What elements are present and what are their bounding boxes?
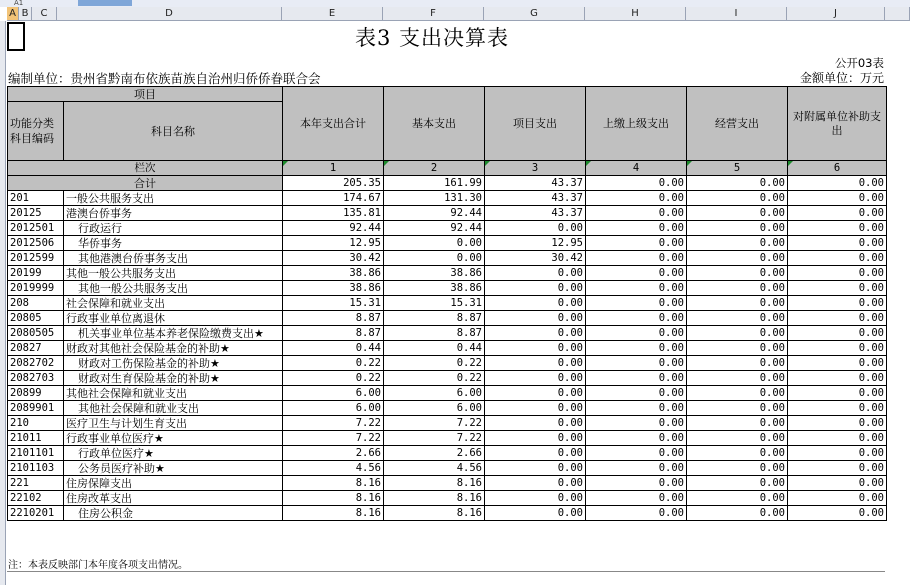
row-subject-name[interactable]: 行政事业单位离退休	[64, 311, 283, 326]
row-value[interactable]: 0.00	[687, 506, 788, 521]
row-code[interactable]: 20899	[8, 386, 64, 401]
row-subject-name[interactable]: 财政对工伤保险基金的补助★	[64, 356, 283, 371]
row-code[interactable]: 2012501	[8, 221, 64, 236]
row-code[interactable]: 2080505	[8, 326, 64, 341]
row-code[interactable]: 221	[8, 476, 64, 491]
row-code[interactable]: 2101103	[8, 461, 64, 476]
row-value[interactable]: 0.00	[687, 416, 788, 431]
row-value[interactable]: 0.00	[788, 431, 887, 446]
row-value[interactable]: 38.86	[384, 266, 485, 281]
row-value[interactable]: 0.00	[586, 416, 687, 431]
row-code[interactable]: 2082703	[8, 371, 64, 386]
header-func-code[interactable]: 功能分类科目编码	[8, 102, 64, 161]
row-value[interactable]: 0.00	[788, 341, 887, 356]
total-value[interactable]: 43.37	[485, 176, 586, 191]
org-label: 编制单位：贵州省黔南布依族苗族自治州归侨侨眷联合会	[8, 71, 321, 86]
row-value[interactable]: 0.00	[586, 221, 687, 236]
row-value[interactable]: 8.16	[384, 491, 485, 506]
row-subject-name[interactable]: 其他社会保障和就业支出	[64, 401, 283, 416]
row-value[interactable]: 0.00	[687, 296, 788, 311]
row-value[interactable]: 92.44	[384, 221, 485, 236]
row-value[interactable]: 0.00	[788, 236, 887, 251]
row-code[interactable]: 2019999	[8, 281, 64, 296]
column-header-b[interactable]: B	[19, 7, 32, 21]
header-col-2[interactable]: 基本支出	[384, 87, 485, 161]
total-label[interactable]: 合计	[8, 176, 283, 191]
page-title: 表3 支出决算表	[354, 26, 510, 50]
row-subject-name[interactable]: 其他社会保障和就业支出	[64, 386, 283, 401]
row-value[interactable]: 15.31	[384, 296, 485, 311]
header-col-6[interactable]: 对附属单位补助支出	[788, 87, 887, 161]
row-value[interactable]: 7.22	[384, 431, 485, 446]
table-row	[8, 356, 887, 371]
total-value[interactable]: 205.35	[283, 176, 384, 191]
row-value[interactable]: 92.44	[384, 206, 485, 221]
row-value[interactable]: 0.00	[485, 506, 586, 521]
row-value[interactable]: 0.22	[283, 371, 384, 386]
col-number[interactable]: 2	[384, 161, 485, 176]
column-header-f[interactable]: F	[383, 7, 484, 21]
row-code[interactable]: 2210201	[8, 506, 64, 521]
unit-label: 金额单位：万元	[799, 71, 884, 85]
row-value[interactable]: 0.00	[485, 326, 586, 341]
row-subject-name[interactable]: 机关事业单位基本养老保险缴费支出★	[64, 326, 283, 341]
row-value[interactable]: 12.95	[283, 236, 384, 251]
row-value[interactable]: 0.00	[687, 266, 788, 281]
row-value[interactable]: 0.00	[788, 191, 887, 206]
table-row	[8, 236, 887, 251]
row-subject-name[interactable]: 行政单位医疗★	[64, 446, 283, 461]
table-row	[8, 206, 887, 221]
row-value[interactable]: 8.87	[384, 326, 485, 341]
row-value[interactable]: 4.56	[384, 461, 485, 476]
row-value[interactable]: 6.00	[384, 401, 485, 416]
total-value[interactable]: 161.99	[384, 176, 485, 191]
row-value[interactable]: 0.00	[687, 431, 788, 446]
table-row	[8, 266, 887, 281]
row-value[interactable]: 4.56	[283, 461, 384, 476]
row-value[interactable]: 0.00	[788, 401, 887, 416]
row-code[interactable]: 21011	[8, 431, 64, 446]
row-value[interactable]: 0.00	[788, 371, 887, 386]
row-value[interactable]: 0.00	[788, 311, 887, 326]
row-subject-name[interactable]: 华侨事务	[64, 236, 283, 251]
column-header-i[interactable]: I	[686, 7, 787, 21]
column-header-g[interactable]: G	[484, 7, 585, 21]
name-box[interactable]: A1	[14, 0, 24, 7]
row-value[interactable]: 0.00	[687, 341, 788, 356]
row-subject-name[interactable]: 行政事业单位医疗★	[64, 431, 283, 446]
row-subject-name[interactable]: 财政对生育保险基金的补助★	[64, 371, 283, 386]
row-value[interactable]: 0.00	[485, 341, 586, 356]
row-value[interactable]: 15.31	[283, 296, 384, 311]
row-value[interactable]: 0.00	[687, 491, 788, 506]
row-value[interactable]: 0.00	[586, 296, 687, 311]
row-value[interactable]: 0.00	[687, 221, 788, 236]
active-cell-a1[interactable]	[7, 22, 25, 51]
row-value[interactable]: 0.00	[586, 506, 687, 521]
row-value[interactable]: 0.00	[788, 206, 887, 221]
row-value[interactable]: 0.00	[788, 356, 887, 371]
row-header-gutter	[0, 21, 6, 585]
column-header-a[interactable]: A	[7, 7, 19, 21]
row-subject-name[interactable]: 住房保障支出	[64, 476, 283, 491]
row-value[interactable]: 0.00	[586, 251, 687, 266]
row-value[interactable]: 0.00	[586, 206, 687, 221]
row-subject-name[interactable]: 住房公积金	[64, 506, 283, 521]
table-row	[8, 386, 887, 401]
row-value[interactable]: 7.22	[283, 431, 384, 446]
row-subject-name[interactable]: 其他一般公共服务支出	[64, 266, 283, 281]
col-number[interactable]: 6	[788, 161, 887, 176]
row-value[interactable]: 0.00	[586, 431, 687, 446]
row-value[interactable]: 8.16	[384, 506, 485, 521]
row-value[interactable]: 0.00	[586, 191, 687, 206]
row-value[interactable]: 7.22	[283, 416, 384, 431]
row-value[interactable]: 131.30	[384, 191, 485, 206]
row-value[interactable]: 0.00	[586, 311, 687, 326]
col-number[interactable]: 1	[283, 161, 384, 176]
header-col-5[interactable]: 经营支出	[687, 87, 788, 161]
row-value[interactable]: 0.00	[788, 266, 887, 281]
header-col-4[interactable]: 上缴上级支出	[586, 87, 687, 161]
row-code[interactable]: 2012599	[8, 251, 64, 266]
row-value[interactable]: 0.00	[687, 446, 788, 461]
row-value[interactable]: 38.86	[283, 266, 384, 281]
table-row	[8, 506, 887, 521]
row-value[interactable]: 0.22	[283, 356, 384, 371]
row-code[interactable]: 20805	[8, 311, 64, 326]
row-subject-name[interactable]: 财政对其他社会保险基金的补助★	[64, 341, 283, 356]
row-value[interactable]: 7.22	[384, 416, 485, 431]
row-code[interactable]: 2089901	[8, 401, 64, 416]
header-subject-name[interactable]: 科目名称	[64, 102, 283, 161]
row-value[interactable]: 0.00	[485, 476, 586, 491]
row-value[interactable]: 0.00	[687, 461, 788, 476]
row-value[interactable]: 0.00	[485, 446, 586, 461]
footnote: 注：本表反映部门本年度各项支出情况。	[8, 560, 188, 571]
row-value[interactable]: 8.16	[283, 491, 384, 506]
row-value[interactable]: 0.00	[687, 311, 788, 326]
row-value[interactable]: 0.00	[687, 356, 788, 371]
row-value[interactable]: 0.00	[485, 296, 586, 311]
row-value[interactable]: 0.00	[687, 206, 788, 221]
row-value[interactable]: 2.66	[283, 446, 384, 461]
row-value[interactable]: 0.44	[283, 341, 384, 356]
row-value[interactable]: 0.00	[586, 401, 687, 416]
total-row	[8, 176, 887, 191]
row-code[interactable]: 22102	[8, 491, 64, 506]
row-code[interactable]: 2101101	[8, 446, 64, 461]
row-value[interactable]: 8.16	[283, 506, 384, 521]
row-value[interactable]: 6.00	[283, 401, 384, 416]
row-subject-name[interactable]: 医疗卫生与计划生育支出	[64, 416, 283, 431]
row-value[interactable]: 0.00	[485, 356, 586, 371]
expenditure-table	[7, 86, 887, 521]
row-value[interactable]: 0.44	[384, 341, 485, 356]
row-value[interactable]: 0.00	[586, 491, 687, 506]
column-header-h[interactable]: H	[585, 7, 686, 21]
column-header-c[interactable]: C	[32, 7, 57, 21]
row-value[interactable]: 0.00	[788, 506, 887, 521]
row-value[interactable]: 2.66	[384, 446, 485, 461]
row-code[interactable]: 20827	[8, 341, 64, 356]
col-number[interactable]: 3	[485, 161, 586, 176]
row-value[interactable]: 43.37	[485, 206, 586, 221]
row-code[interactable]: 2012506	[8, 236, 64, 251]
row-value[interactable]: 0.00	[485, 281, 586, 296]
row-value[interactable]: 0.00	[586, 341, 687, 356]
row-value[interactable]: 8.87	[283, 311, 384, 326]
column-header-extra[interactable]	[885, 7, 910, 21]
row-value[interactable]: 38.86	[384, 281, 485, 296]
row-value[interactable]: 0.00	[586, 476, 687, 491]
row-subject-name[interactable]: 住房改革支出	[64, 491, 283, 506]
row-value[interactable]: 0.00	[788, 476, 887, 491]
table-row	[8, 416, 887, 431]
row-value[interactable]: 0.00	[788, 446, 887, 461]
row-value[interactable]: 6.00	[384, 386, 485, 401]
row-value[interactable]: 0.00	[687, 386, 788, 401]
table-row	[8, 371, 887, 386]
row-value[interactable]: 0.00	[485, 371, 586, 386]
row-value[interactable]: 0.00	[384, 251, 485, 266]
row-code[interactable]: 2082702	[8, 356, 64, 371]
row-value[interactable]: 0.00	[586, 461, 687, 476]
row-value[interactable]: 38.86	[283, 281, 384, 296]
row-value[interactable]: 0.00	[788, 386, 887, 401]
form-code: 公开03表	[834, 56, 884, 70]
col-number[interactable]: 4	[586, 161, 687, 176]
row-value[interactable]: 0.00	[687, 281, 788, 296]
col-number[interactable]: 5	[687, 161, 788, 176]
row-value[interactable]: 0.00	[586, 266, 687, 281]
row-value[interactable]: 0.22	[384, 356, 485, 371]
row-value[interactable]: 0.00	[485, 221, 586, 236]
row-value[interactable]: 0.00	[687, 371, 788, 386]
row-value[interactable]: 8.87	[283, 326, 384, 341]
row-code[interactable]: 201	[8, 191, 64, 206]
row-value[interactable]: 0.00	[485, 431, 586, 446]
table-row	[8, 491, 887, 506]
row-value[interactable]: 0.00	[586, 281, 687, 296]
table-row	[8, 476, 887, 491]
row-value[interactable]: 0.00	[687, 476, 788, 491]
table-row	[8, 431, 887, 446]
row-value[interactable]: 0.00	[586, 386, 687, 401]
row-subject-name[interactable]: 行政运行	[64, 221, 283, 236]
row-value[interactable]: 0.00	[687, 326, 788, 341]
row-index-label[interactable]: 栏次	[8, 161, 283, 176]
row-value[interactable]: 0.00	[485, 491, 586, 506]
row-code[interactable]: 210	[8, 416, 64, 431]
table-row	[8, 251, 887, 266]
row-value[interactable]: 43.37	[485, 191, 586, 206]
row-value[interactable]: 0.00	[586, 446, 687, 461]
row-value[interactable]: 0.00	[788, 461, 887, 476]
table-row	[8, 461, 887, 476]
row-subject-name[interactable]: 社会保障和就业支出	[64, 296, 283, 311]
row-value[interactable]: 0.00	[586, 236, 687, 251]
row-value[interactable]: 0.22	[384, 371, 485, 386]
row-value[interactable]: 135.81	[283, 206, 384, 221]
row-value[interactable]: 0.00	[687, 401, 788, 416]
row-value[interactable]: 0.00	[687, 251, 788, 266]
table-row	[8, 326, 887, 341]
row-value[interactable]: 92.44	[283, 221, 384, 236]
row-subject-name[interactable]: 其他一般公共服务支出	[64, 281, 283, 296]
table-row	[8, 191, 887, 206]
row-value[interactable]: 0.00	[384, 236, 485, 251]
header-item[interactable]: 项目	[8, 87, 283, 102]
row-code[interactable]: 20125	[8, 206, 64, 221]
table-row	[8, 221, 887, 236]
row-subject-name[interactable]: 其他港澳台侨事务支出	[64, 251, 283, 266]
row-value[interactable]: 0.00	[687, 236, 788, 251]
row-value[interactable]: 0.00	[788, 296, 887, 311]
header-col-3[interactable]: 项目支出	[485, 87, 586, 161]
header-col-1[interactable]: 本年支出合计	[283, 87, 384, 161]
row-value[interactable]: 0.00	[687, 191, 788, 206]
divider	[7, 571, 885, 572]
row-value[interactable]: 0.00	[485, 416, 586, 431]
row-value[interactable]: 0.00	[586, 326, 687, 341]
table-row	[8, 281, 887, 296]
table-row	[8, 341, 887, 356]
column-header-e[interactable]: E	[282, 7, 383, 21]
row-value[interactable]: 0.00	[485, 311, 586, 326]
row-subject-name[interactable]: 一般公共服务支出	[64, 191, 283, 206]
row-value[interactable]: 0.00	[788, 326, 887, 341]
row-code[interactable]: 20199	[8, 266, 64, 281]
column-header-j[interactable]: J	[787, 7, 885, 21]
row-value[interactable]: 174.67	[283, 191, 384, 206]
row-value[interactable]: 0.00	[485, 386, 586, 401]
row-value[interactable]: 8.16	[283, 476, 384, 491]
row-code[interactable]: 208	[8, 296, 64, 311]
row-value[interactable]: 0.00	[788, 491, 887, 506]
row-value[interactable]: 0.00	[485, 401, 586, 416]
row-value[interactable]: 0.00	[788, 251, 887, 266]
formula-input[interactable]	[78, 0, 132, 6]
row-value[interactable]: 0.00	[586, 371, 687, 386]
table-row	[8, 296, 887, 311]
row-subject-name[interactable]: 港澳台侨事务	[64, 206, 283, 221]
row-value[interactable]: 0.00	[788, 416, 887, 431]
row-value[interactable]: 6.00	[283, 386, 384, 401]
total-value[interactable]: 0.00	[687, 176, 788, 191]
row-value[interactable]: 0.00	[788, 221, 887, 236]
column-header-d[interactable]: D	[57, 7, 282, 21]
formula-bar	[0, 0, 910, 7]
row-value[interactable]: 0.00	[586, 356, 687, 371]
row-value[interactable]: 0.00	[485, 266, 586, 281]
table-row	[8, 401, 887, 416]
row-subject-name[interactable]: 公务员医疗补助★	[64, 461, 283, 476]
row-value[interactable]: 30.42	[283, 251, 384, 266]
total-value[interactable]: 0.00	[788, 176, 887, 191]
table-row	[8, 446, 887, 461]
row-value[interactable]: 12.95	[485, 236, 586, 251]
row-value[interactable]: 8.16	[384, 476, 485, 491]
row-value[interactable]: 0.00	[788, 281, 887, 296]
row-value[interactable]: 8.87	[384, 311, 485, 326]
table-row	[8, 311, 887, 326]
row-value[interactable]: 30.42	[485, 251, 586, 266]
total-value[interactable]: 0.00	[586, 176, 687, 191]
row-value[interactable]: 0.00	[485, 461, 586, 476]
